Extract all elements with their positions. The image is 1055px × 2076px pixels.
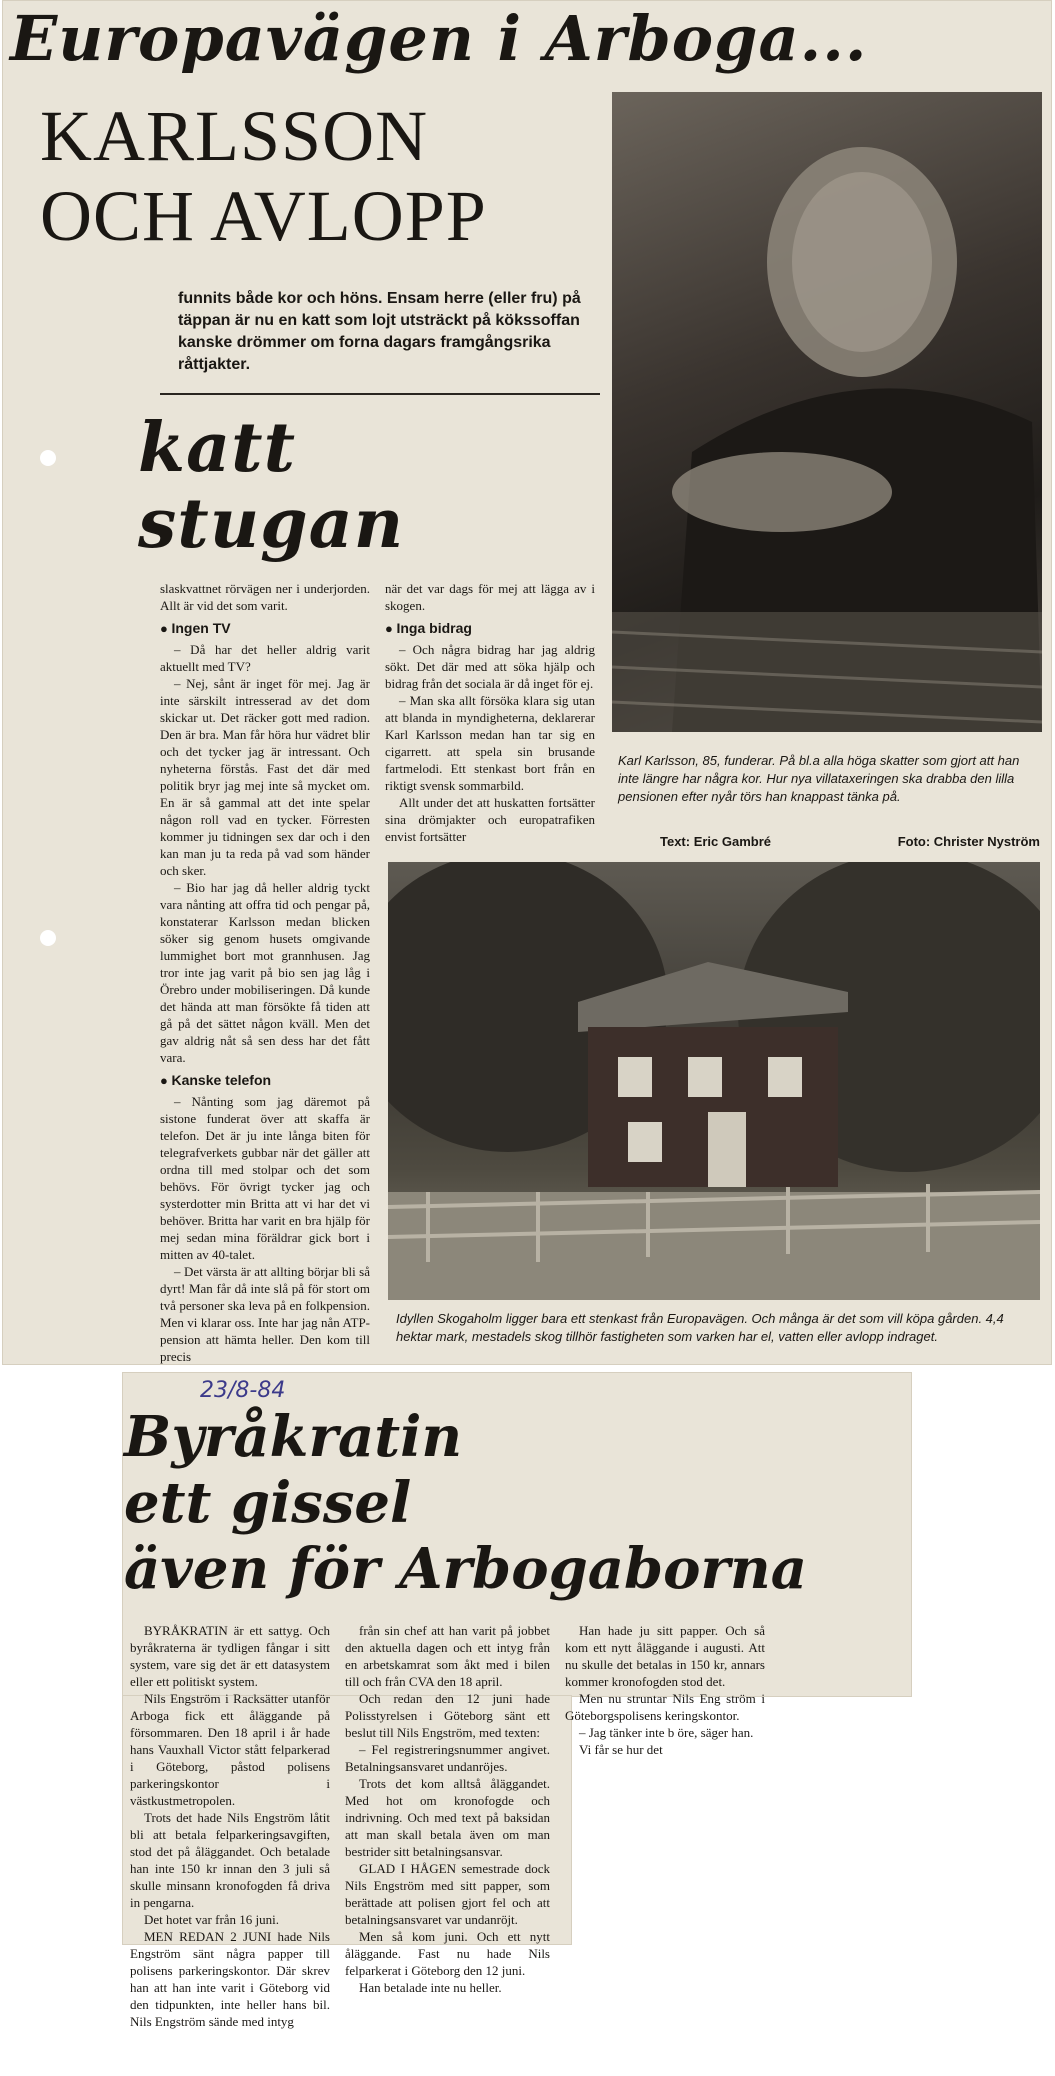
headline-byrakratin bbox=[124, 1404, 924, 1602]
paragraph: Vi får se hur det bbox=[579, 1742, 663, 1757]
title-line-1: KARLSSON bbox=[40, 96, 429, 176]
house-caption: Idyllen Skogaholm ligger bara ett stenkast från Europavägen. Och många är det som vill köpa gården. 4,4 hektar mark, mestadels skog tillhör fastigheten som varken har el, vatten eller avlopp indraget. bbox=[396, 1311, 1004, 1344]
paragraph: Trots det kom alltså åläggandet. Med hot om kronofogde och indrivning. Och med text på baksidan att man skall betala även om man bestrider sitt betalningsansvar. bbox=[345, 1776, 550, 1859]
paragraph: BYRÅKRATIN är ett sattyg. Och byråkraterna är tydligen fångar i sitt system, vare sig det är ett datasystem eller ett politiskt system. bbox=[130, 1623, 330, 1689]
kicker-line-2: stugan bbox=[138, 484, 405, 564]
punch-hole bbox=[40, 450, 56, 466]
byline bbox=[660, 834, 1040, 849]
section-kicker bbox=[138, 410, 438, 562]
headline-line-2: ett gissel bbox=[124, 1470, 412, 1536]
paragraph: – Fel registreringsnummer angivet. Betalningsansvaret undanröjes. bbox=[345, 1742, 550, 1774]
paragraph: Och redan den 12 juni hade Polisstyrelsen i Göteborg sänt ett beslut till Nils Engström, med texten: bbox=[345, 1691, 550, 1740]
kicker-line-1: katt bbox=[138, 408, 296, 488]
paragraph: Han betalade inte nu heller. bbox=[359, 1980, 502, 1995]
paragraph: – Då har det heller aldrig varit aktuellt med TV? bbox=[160, 642, 370, 674]
portrait-photo bbox=[612, 92, 1042, 732]
paragraph: – Bio har jag då heller aldrig tyckt vara nånting att offra tid och pengar på, konstaterar Karlsson medan blicken söker sig genom husets omgivande lummighet bort mot grannhusen. Jag tror inte jag varit på bio sen jag låg i Örebro under mobiliseringen. Då kunde det hända att man försökte få tiden att gå på det sättet någon kväll. Men det gav aldrig nåt så sen dess har det fått vara. bbox=[160, 880, 370, 1065]
portrait-caption: Karl Karlsson, 85, funderar. På bl.a alla höga skatter som gjort att han inte längre har några kor. Hur nya villataxeringen ska drabba den lilla pensionen efter nyår törs han knappast tänka på. bbox=[618, 753, 1020, 804]
house-illustration bbox=[388, 862, 1040, 1300]
paragraph: slaskvattnet rörvägen ner i underjorden. Allt är vid det som varit. bbox=[160, 581, 370, 613]
paragraph: – Nånting som jag däremot på sistone funderat över att skaffa är telefon. Det är ju inte långa biten för telegrafverkets gubbar när det gäller att ordna till med stolpar och det som behövs. För övrigt tycker jag och systerdotter min Britta att vi har det vi behöver. Britta har varit en bra hjälp för mej sedan mina föräldrar gick bort i mitten av 40-talet. bbox=[160, 1094, 370, 1262]
article-intro: funnits både kor och höns. Ensam herre (eller fru) på täppan är nu en katt som lojt utsträckt på kökssoffan kanske drömmer om forna dagars framgångsrika råttjakter. bbox=[178, 290, 581, 373]
paragraph: MEN REDAN 2 JUNI hade Nils Engström sänt några papper till polisens parkeringskontor. Där skrev han att han inte varit i Göteborg vid den tidpunkten, inte heller hans bil. Nils Engström sände med intyg bbox=[130, 1929, 330, 2029]
paragraph: Nils Engström i Racksätter utanför Arboga fick ett åläggande på försommaren. Den 18 april i år hade hans Vauxhall Victor stått felparkerad i Göteborg, påstod polisens parkeringskontor i västkustmetropolen. bbox=[130, 1691, 330, 1808]
article-title bbox=[40, 96, 640, 256]
headline-europavagen: Europavägen i Arboga... bbox=[10, 2, 868, 75]
paragraph: GLAD I HÅGEN semestrade dock Nils Engström med sitt papper, som berättade att polisen gjort fel och att betalningsansvaret var undanröjt. bbox=[345, 1861, 550, 1927]
headline-line-3: även för Arbogaborna bbox=[124, 1536, 808, 1602]
divider-rule bbox=[160, 393, 600, 395]
title-line-2: OCH AVLOPP bbox=[40, 176, 487, 256]
paragraph: – Det värsta är att allting börjar bli så dyrt! Man får då inte slå på för stort om två personer ska leva på en folkpension. Men vi klarar oss. Inte har jag nån ATP-pension att hämta heller. Den kom till precis bbox=[160, 1264, 370, 1364]
subheading-kanske-telefon: ● Kanske telefon bbox=[160, 1072, 370, 1089]
house-photo bbox=[388, 862, 1040, 1300]
paragraph: när det var dags för mej att lägga av i skogen. bbox=[385, 581, 595, 613]
paragraph: Allt under det att huskatten fortsätter sina drömjakter och europatrafiken envist fortsätter bbox=[385, 795, 595, 844]
article-column-1 bbox=[160, 580, 370, 1365]
paragraph: – Och några bidrag har jag aldrig sökt. Det där med att söka hjälp och bidrag från det sociala är då inget för ej. bbox=[385, 642, 595, 691]
paragraph: Men så kom juni. Och ett nytt åläggande. Fast nu hade Nils felparkerat i Göteborg den 12 juni. bbox=[345, 1929, 550, 1978]
text-credit: Text: Eric Gambré bbox=[660, 834, 772, 849]
paragraph: Men nu struntar Nils Eng ström i Göteborgspolisens keringskontor. bbox=[565, 1691, 765, 1723]
article2-column-2 bbox=[345, 1622, 550, 1996]
handwritten-date: 23/8-84 bbox=[200, 1378, 286, 1403]
headline-line-1: Byråkratin bbox=[124, 1404, 463, 1470]
article-column-2 bbox=[385, 580, 595, 845]
punch-hole bbox=[40, 930, 56, 946]
paragraph: Han hade ju sitt papper. Och så kom ett nytt åläggande i augusti. Att nu skulle det betalas in 150 kr, annars kommer kronofogden stod det. bbox=[565, 1623, 765, 1689]
subheading-inga-bidrag: ● Inga bidrag bbox=[385, 620, 595, 637]
article2-column-3 bbox=[565, 1622, 765, 1758]
paragraph: från sin chef att han varit på jobbet den aktuella dagen och ett intyg från en arbetskamrat som åkt med i bilen till och från CVA den 18 april. bbox=[345, 1623, 550, 1689]
portrait-illustration bbox=[612, 92, 1042, 732]
paragraph: – Man ska allt försöka klara sig utan att blanda in myndigheterna, deklarerar Karl Karlsson medan han tar sig en cigarrett. att spela sin brusande fartmelodi. Ett stenkast bort från en riktigt svensk sommarbild. bbox=[385, 693, 595, 793]
article2-column-1 bbox=[130, 1622, 330, 2030]
subheading-ingen-tv: ● Ingen TV bbox=[160, 620, 370, 637]
paragraph: – Jag tänker inte b öre, säger han. bbox=[579, 1725, 754, 1740]
photo-credit: Foto: Christer Nyström bbox=[897, 834, 1040, 849]
paragraph: Trots det hade Nils Engström låtit bli att betala felparkeringsavgiften, stod det på åläggandet. Och betalade han inte 150 kr innan den 3 juli så skulle minsann kronofogden få driva in pengarna. bbox=[130, 1810, 330, 1910]
paragraph: Det hotet var från 16 juni. bbox=[144, 1912, 280, 1927]
paragraph: – Nej, sånt är inget för mej. Jag är inte särskilt intresserad av det dom skickar ut. Det räcker gott med radion. Den är bra. Man får höra hur vädret blir och det tycker jag är intressant. Och nyheterna förstås. Fast det där med politik bryr jag mej inte så mycket om. En är så gammal att det inte spelar någon roll vad en tycker. Förresten kommer ju tidningen sex dar och i den kan man ju ta reda på vad som händer och sker. bbox=[160, 676, 370, 878]
